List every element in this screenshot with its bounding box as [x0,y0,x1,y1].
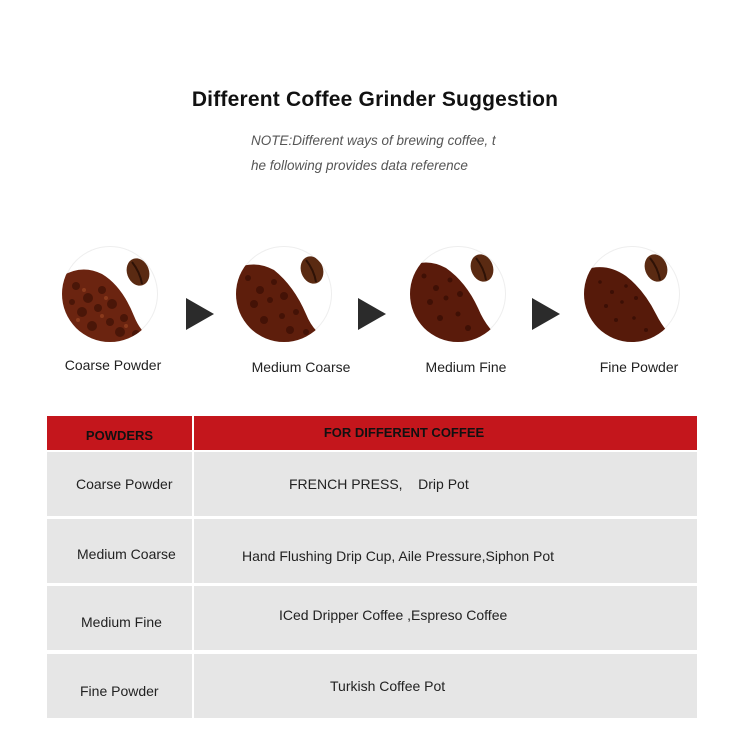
stage-label-coarse: Coarse Powder [64,357,162,373]
coffee-cell [194,654,697,718]
coffee-label: ICed Dripper Coffee ,Espreso Coffee [279,607,508,623]
medium-coarse-grounds-image [236,246,332,342]
coffee-label: Turkish Coffee Pot [330,678,446,694]
arrow-right-icon [532,298,560,330]
coffee-cell [194,519,697,583]
header-for-different-coffee: FOR DIFFERENT COFFEE [323,425,485,440]
note-text [251,128,541,178]
powder-cell [47,586,192,650]
table-row [47,586,697,650]
coffee-cell [194,586,697,650]
header-powders: POWDERS [47,416,194,450]
stage-label-medium-coarse: Medium Coarse [251,359,351,375]
powder-label: Medium Coarse [77,546,176,562]
grind-table [47,416,697,699]
note-line-2: he following provides data reference [251,158,468,173]
page-title: Different Coffee Grinder Suggestion [191,88,559,111]
table-row [47,452,697,516]
powder-cell [47,519,192,583]
powder-cell [47,654,192,718]
note-line-1: NOTE:Different ways of brewing coffee, t [251,133,496,148]
coffee-label: Hand Flushing Drip Cup, Aile Pressure,Siphon Pot [242,548,555,564]
powder-cell [47,452,192,516]
coffee-label: FRENCH PRESS, Drip Pot [289,476,469,492]
table-header [47,416,697,450]
medium-fine-grounds-image [410,246,506,342]
arrow-right-icon [186,298,214,330]
fine-grounds-image [584,246,680,342]
table-row [47,519,697,583]
arrow-right-icon [358,298,386,330]
powder-label: Coarse Powder [76,476,173,492]
coffee-cell [194,452,697,516]
stage-label-fine: Fine Powder [599,359,679,375]
powder-label: Fine Powder [80,683,159,699]
powder-label: Medium Fine [81,614,162,630]
coarse-grounds-image [62,246,158,342]
table-row [47,654,697,718]
stage-label-medium-fine: Medium Fine [425,359,507,375]
